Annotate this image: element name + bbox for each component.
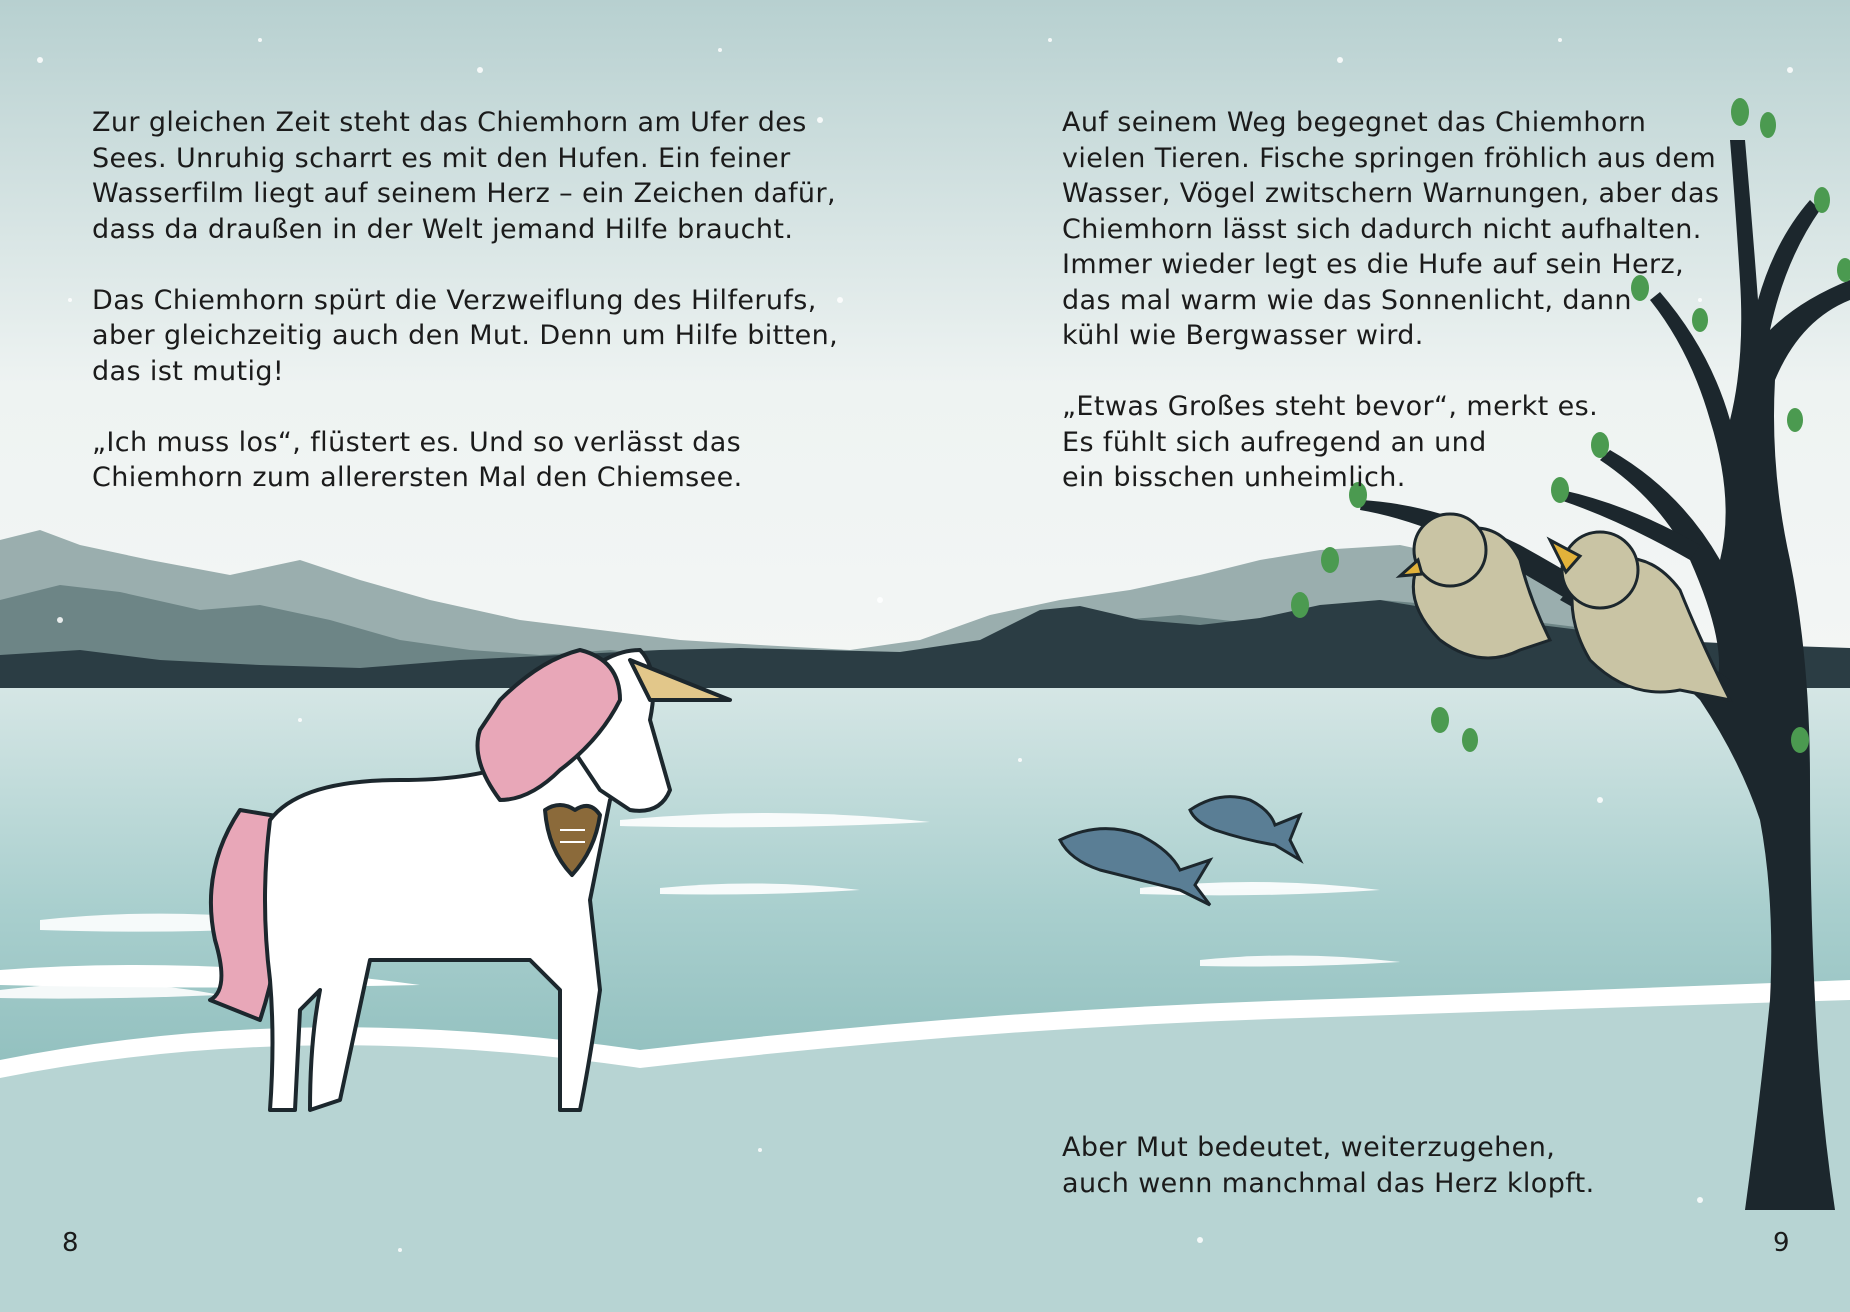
page-number-right: 9 xyxy=(1773,1228,1790,1258)
left-page-text xyxy=(92,105,838,496)
left-paragraph-2: Das Chiemhorn spürt die Verzweiflung des Hilferufs, aber gleichzeitig auch den Mut. Denn um Hilfe bitten, das ist mutig! xyxy=(92,284,839,387)
right-paragraph-2: „Etwas Großes steht bevor“, merkt es. Es fühlt sich aufregend an und ein bisschen unheimlich. xyxy=(1062,391,1599,493)
right-page-text xyxy=(1062,105,1719,496)
left-paragraph-1: Zur gleichen Zeit steht das Chiemhorn am Ufer des Sees. Unruhig scharrt es mit den Hufen. Ein feiner Wasserfilm liegt auf seinem Herz – ein Zeichen dafür, dass da draußen in der Welt jemand Hilfe braucht. xyxy=(92,107,836,245)
page-number-left: 8 xyxy=(62,1228,79,1258)
left-paragraph-3: „Ich muss los“, flüstert es. Und so verlässt das Chiemhorn zum allerersten Mal den Chiemsee. xyxy=(92,426,743,493)
right-bottom-text xyxy=(1062,1130,1595,1201)
right-paragraph-3: Aber Mut bedeutet, weiterzugehen, auch wenn manchmal das Herz klopft. xyxy=(1062,1132,1595,1199)
right-paragraph-1: Auf seinem Weg begegnet das Chiemhorn vielen Tieren. Fische springen fröhlich aus dem Wasser, Vögel zwitschern Warnungen, aber das Chiemhorn lässt sich dadurch nicht aufhalten. Immer wieder legt es die Hufe auf sein Herz, das mal warm wie das Sonnenlicht, dann kühl wie Bergwasser wird. xyxy=(1062,107,1720,351)
